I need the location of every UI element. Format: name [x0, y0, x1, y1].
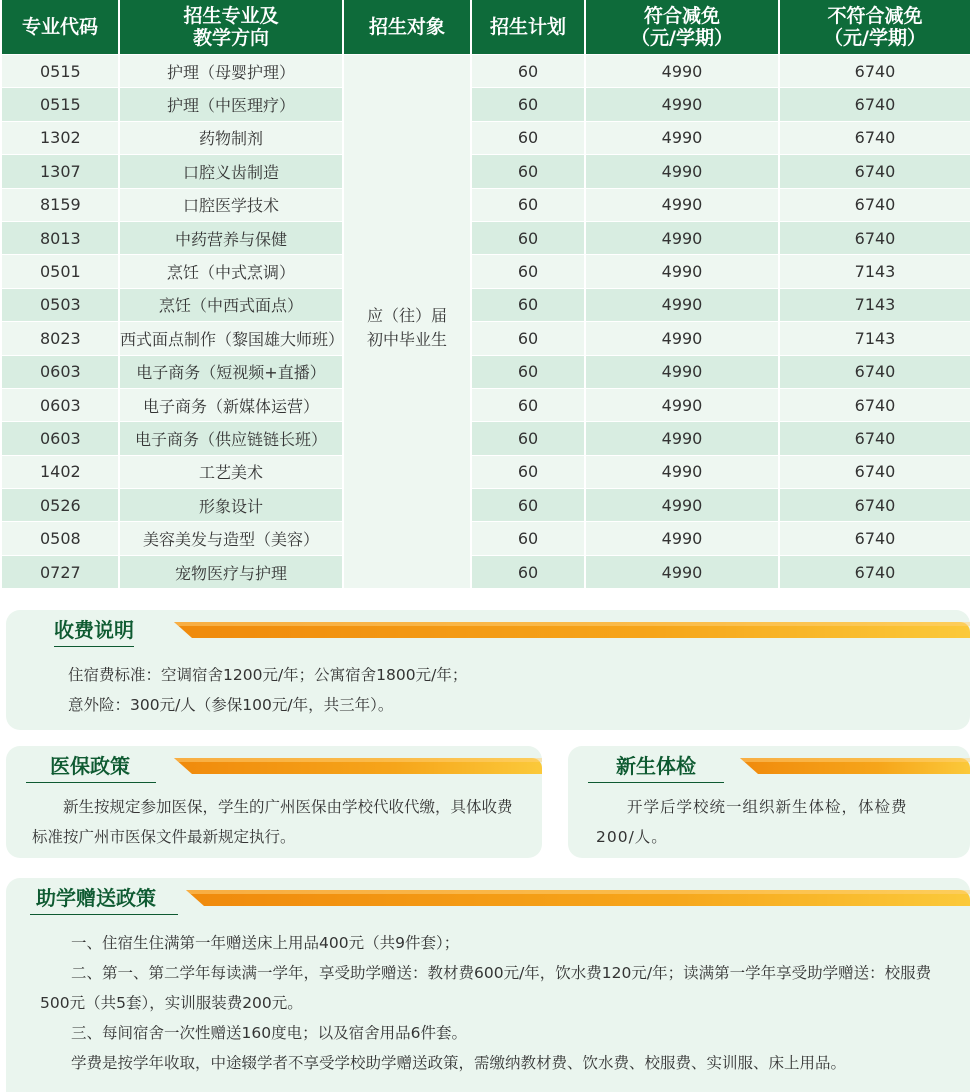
cell-reduced-fee: 4990	[586, 455, 780, 488]
target-line-1: 应（往）届	[366, 305, 447, 325]
cell-code: 0603	[2, 421, 120, 454]
cell-full-fee: 6740	[780, 154, 970, 187]
cell-major: 药物制剂	[120, 121, 344, 154]
header-major: 招生专业及 教学方向	[120, 0, 344, 54]
table-row	[2, 254, 970, 287]
cell-reduced-fee: 4990	[586, 488, 780, 521]
cell-major: 电子商务（新媒体运营）	[120, 388, 344, 421]
cell-code: 0603	[2, 355, 120, 388]
cell-plan: 60	[472, 87, 586, 120]
target-line-2: 初中毕业生	[366, 329, 447, 349]
cell-code: 0515	[2, 87, 120, 120]
cell-plan: 60	[472, 455, 586, 488]
cell-major: 西式面点制作（黎国雄大师班）	[120, 321, 344, 354]
table-body	[2, 54, 970, 588]
cell-major: 电子商务（供应链链长班）	[120, 421, 344, 454]
cell-plan: 60	[472, 521, 586, 554]
table-row	[2, 521, 970, 554]
aid-title: 助学赠送政策	[30, 882, 178, 915]
cell-full-fee: 7143	[780, 254, 970, 287]
cell-plan: 60	[472, 488, 586, 521]
cell-reduced-fee: 4990	[586, 154, 780, 187]
cell-plan: 60	[472, 321, 586, 354]
cell-full-fee: 7143	[780, 321, 970, 354]
insurance-card	[6, 746, 542, 858]
cell-reduced-fee: 4990	[586, 288, 780, 321]
cell-plan: 60	[472, 288, 586, 321]
cell-reduced-fee: 4990	[586, 421, 780, 454]
tuition-table	[2, 0, 970, 588]
cell-major: 工艺美术	[120, 455, 344, 488]
checkup-text: 开学后学校统一组织新生体检，体检费200/人。	[596, 798, 908, 846]
header-reduced-fee: 符合减免 （元/学期）	[586, 0, 780, 54]
table-row	[2, 188, 970, 221]
cell-plan: 60	[472, 254, 586, 287]
cell-major: 宠物医疗与护理	[120, 555, 344, 588]
cell-major: 烹饪（中西式面点）	[120, 288, 344, 321]
table-row	[2, 154, 970, 187]
header-plan: 招生计划	[472, 0, 586, 54]
cell-full-fee: 6740	[780, 188, 970, 221]
cell-full-fee: 6740	[780, 87, 970, 120]
cell-code: 8013	[2, 221, 120, 254]
table-row	[2, 488, 970, 521]
cell-reduced-fee: 4990	[586, 521, 780, 554]
cell-code: 0503	[2, 288, 120, 321]
cell-major: 美容美发与造型（美容）	[120, 521, 344, 554]
cell-major: 护理（母婴护理）	[120, 54, 344, 87]
cell-full-fee: 6740	[780, 388, 970, 421]
table-row	[2, 455, 970, 488]
table-row	[2, 321, 970, 354]
cell-code: 8159	[2, 188, 120, 221]
cell-major: 电子商务（短视频+直播）	[120, 355, 344, 388]
cell-code: 1302	[2, 121, 120, 154]
table-row	[2, 355, 970, 388]
cell-major: 口腔医学技术	[120, 188, 344, 221]
cell-plan: 60	[472, 221, 586, 254]
table-row	[2, 221, 970, 254]
fees-line-1: 住宿费标准：空调宿舍1200元/年；公寓宿舍1800元/年；	[68, 666, 468, 684]
cell-major: 护理（中医理疗）	[120, 87, 344, 120]
fees-title-bar	[174, 622, 970, 638]
fees-card	[6, 610, 970, 730]
cell-plan: 60	[472, 555, 586, 588]
insurance-title-bar	[174, 758, 542, 774]
cell-full-fee: 6740	[780, 521, 970, 554]
cell-plan: 60	[472, 188, 586, 221]
table-row	[2, 388, 970, 421]
cell-plan: 60	[472, 121, 586, 154]
cell-plan: 60	[472, 154, 586, 187]
fees-title: 收费说明	[54, 614, 134, 647]
cell-code: 0515	[2, 54, 120, 87]
cell-code: 8023	[2, 321, 120, 354]
fees-line-2: 意外险：300元/人（参保100元/年，共三年）。	[68, 696, 394, 714]
table-row	[2, 288, 970, 321]
table-row	[2, 555, 970, 588]
cell-code: 0603	[2, 388, 120, 421]
cell-full-fee: 6740	[780, 121, 970, 154]
header-code: 专业代码	[2, 0, 120, 54]
aid-line-4: 学费是按学年收取，中途辍学者不享受学校助学赠送政策，需缴纳教材费、饮水费、校服费、实训服、床上用品。	[71, 1054, 847, 1072]
cell-major: 形象设计	[120, 488, 344, 521]
checkup-title: 新生体检	[588, 750, 724, 783]
aid-title-bar	[186, 890, 970, 906]
aid-card	[6, 878, 970, 1092]
cell-full-fee: 6740	[780, 488, 970, 521]
table-row	[2, 421, 970, 454]
cell-major: 中药营养与保健	[120, 221, 344, 254]
insurance-title: 医保政策	[26, 750, 156, 783]
cell-code: 0508	[2, 521, 120, 554]
cell-code: 1402	[2, 455, 120, 488]
table-row	[2, 121, 970, 154]
cell-full-fee: 7143	[780, 288, 970, 321]
cell-full-fee: 6740	[780, 221, 970, 254]
table-header-row	[2, 0, 970, 54]
cell-plan: 60	[472, 421, 586, 454]
cell-reduced-fee: 4990	[586, 188, 780, 221]
checkup-card	[568, 746, 970, 858]
cell-code: 1307	[2, 154, 120, 187]
cell-full-fee: 6740	[780, 355, 970, 388]
aid-line-1: 一、住宿生住满第一年赠送床上用品400元（共9件套）；	[71, 934, 460, 952]
cell-plan: 60	[472, 355, 586, 388]
cell-reduced-fee: 4990	[586, 388, 780, 421]
cell-full-fee: 6740	[780, 421, 970, 454]
cell-code: 0501	[2, 254, 120, 287]
cell-major: 口腔义齿制造	[120, 154, 344, 187]
cell-code: 0727	[2, 555, 120, 588]
cell-target	[344, 54, 472, 588]
cell-full-fee: 6740	[780, 54, 970, 87]
cell-reduced-fee: 4990	[586, 54, 780, 87]
cell-reduced-fee: 4990	[586, 555, 780, 588]
cell-reduced-fee: 4990	[586, 355, 780, 388]
cell-major: 烹饪（中式烹调）	[120, 254, 344, 287]
cell-reduced-fee: 4990	[586, 321, 780, 354]
header-target: 招生对象	[344, 0, 472, 54]
cell-reduced-fee: 4990	[586, 221, 780, 254]
table-row	[2, 54, 970, 87]
cell-reduced-fee: 4990	[586, 121, 780, 154]
cell-code: 0526	[2, 488, 120, 521]
aid-line-3: 三、每间宿舍一次性赠送160度电；以及宿舍用品6件套。	[71, 1024, 467, 1042]
cell-plan: 60	[472, 388, 586, 421]
cell-reduced-fee: 4990	[586, 87, 780, 120]
cell-full-fee: 6740	[780, 555, 970, 588]
cell-reduced-fee: 4990	[586, 254, 780, 287]
aid-line-2: 二、第一、第二学年每读满一学年，享受助学赠送：教材费600元/年，饮水费120元/年；读满第一学年享受助学赠送：校服费500元（共5套），实训服装费200元。	[40, 964, 932, 1012]
cell-plan: 60	[472, 54, 586, 87]
header-full-fee: 不符合减免 （元/学期）	[780, 0, 970, 54]
table-row	[2, 87, 970, 120]
checkup-title-bar	[740, 758, 970, 774]
cell-full-fee: 6740	[780, 455, 970, 488]
insurance-text: 新生按规定参加医保，学生的广州医保由学校代收代缴，具体收费标准按广州市医保文件最新规定执行。	[32, 798, 513, 846]
